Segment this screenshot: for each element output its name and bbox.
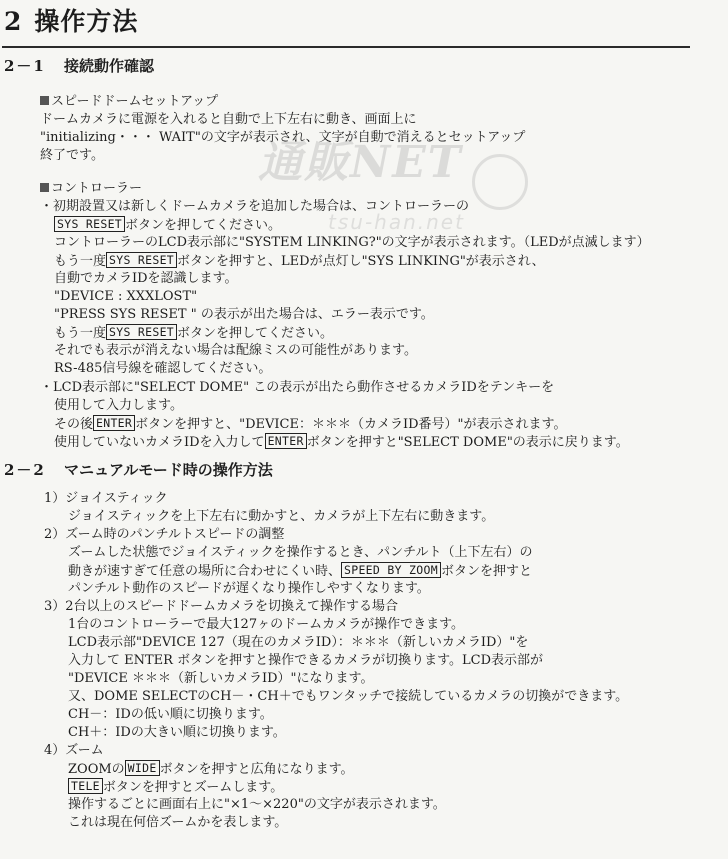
square-bullet-icon [40, 96, 49, 105]
text-line: 操作するごとに画面右上に"×1～×220"の文字が表示されます。 [68, 797, 446, 812]
square-bullet-icon [40, 183, 49, 192]
text-line: もう一度 SYS RESET ボタンを押してください。 [54, 325, 334, 341]
key-sys-reset: SYS RESET [106, 252, 177, 268]
key-enter: ENTER [265, 433, 307, 449]
text-line: 使用していないカメラIDを入力して ENTER ボタンを押すと"SELECT DOME"の表示に戻ります。 [54, 434, 629, 450]
chapter-number: 2 [4, 7, 23, 36]
watermark-sub: tsu-han.net [328, 210, 465, 234]
text-line: それでも表示が消えない場合は配線ミスの可能性があります。 [54, 343, 417, 358]
text-line: パンチルト動作のスピードが遅くなり操作しやすくなります。 [68, 581, 430, 596]
item-heading-switching: 3）2台以上のスピードドームカメラを切換えて操作する場合 [44, 599, 399, 614]
text-line: 入力して ENTER ボタンを押すと操作できるカメラが切換ります。LCD表示部が [68, 653, 544, 668]
section-number: 2－1 [4, 57, 46, 75]
text-line: ジョイスティックを上下左右に動かすと、カメラが上下左右に動きます。 [68, 509, 495, 524]
text-line: "DEVICE : XXXLOST" [54, 289, 198, 304]
text-line: CH＋：IDの大きい順に切換ります。 [68, 725, 286, 740]
item-heading-joystick: 1）ジョイスティック [44, 491, 168, 506]
chapter-title: 操作方法 [34, 7, 139, 36]
text-line: ・初期設置又は新しくドームカメラを追加した場合は、コントローラーの [40, 199, 470, 214]
text-line: もう一度 SYS RESET ボタンを押すと、LEDが点灯し"SYS LINKING"が表示され、 [54, 253, 545, 269]
section-title: マニュアルモード時の操作方法 [64, 461, 273, 479]
key-sys-reset: SYS RESET [106, 324, 177, 340]
section-number: 2－2 [4, 461, 46, 479]
key-tele: TELE [68, 778, 103, 794]
text-line: "initializing・・・ WAIT"の文字が表示され、文字が自動で消えるとセットアップ [40, 130, 526, 145]
subheading-speed-dome: スピードドームセットアップ [40, 93, 218, 111]
section-2-2-heading [4, 462, 273, 480]
text-line: RS-485信号線を確認してください。 [54, 361, 272, 376]
section-2-1-heading [4, 58, 154, 76]
key-enter: ENTER [93, 415, 135, 431]
chapter-rule [2, 46, 690, 48]
text-line: "DEVICE ＊＊＊（新しいカメラID）"になります。 [68, 671, 374, 686]
chapter-heading [4, 6, 138, 38]
item-heading-zoom: 4）ズーム [44, 743, 104, 758]
text-line: その後 ENTER ボタンを押すと、"DEVICE：＊＊＊（カメラID番号）"が表示されます。 [54, 416, 567, 432]
text-line: ズームした状態でジョイスティックを操作するとき、パンチルト（上下左右）の [68, 545, 533, 560]
subheading-controller: コントローラー [40, 180, 142, 198]
text-line: コントローラーのLCD表示部に"SYSTEM LINKING?"の文字が表示されます。（LEDが点滅します） [54, 235, 650, 250]
text-line: SYS RESET ボタンを押してください。 [54, 216, 281, 235]
text-line: 動きが速すぎて任意の場所に合わせにくい時、 SPEED BY ZOOM ボタンを押すと [68, 563, 532, 579]
text-line: CH－：IDの低い順に切換ります。 [68, 707, 273, 722]
key-speed-by-zoom: SPEED BY ZOOM [341, 562, 441, 578]
text-line: TELE ボタンを押すとズームします。 [68, 778, 283, 797]
text-line: ドームカメラに電源を入れると自動で上下左右に動き、画面上に [40, 112, 417, 127]
text-line: LCD表示部"DEVICE 127（現在のカメラID）：＊＊＊（新しいカメラID）"を [68, 635, 529, 650]
text-line: 1台のコントローラーで最大127ヶのドームカメラが操作できます。 [68, 617, 465, 632]
key-sys-reset: SYS RESET [54, 216, 125, 232]
text-line: 又、DOME SELECTのCH－・CH＋でもワンタッチで接続しているカメラの切換ができます。 [68, 689, 629, 704]
text-line: 使用して入力します。 [54, 398, 183, 413]
text-line: これは現在何倍ズームかを表します。 [68, 815, 288, 830]
text-line: 終了です。 [40, 148, 104, 163]
text-line: ZOOMの WIDE ボタンを押すと広角になります。 [68, 761, 354, 777]
text-line: ・LCD表示部に"SELECT DOME" この表示が出たら動作させるカメラIDをテンキーを [40, 380, 555, 395]
text-line: 自動でカメラIDを認識します。 [54, 271, 238, 286]
key-wide: WIDE [125, 760, 160, 776]
section-title: 接続動作確認 [64, 57, 155, 75]
watermark-brand: 通販NET [258, 137, 463, 188]
item-heading-pantilt: 2）ズーム時のパンチルトスピードの調整 [44, 527, 285, 542]
watermark-seal-icon [472, 154, 528, 210]
text-line: "PRESS SYS RESET " の表示が出た場合は、エラー表示です。 [54, 307, 434, 322]
